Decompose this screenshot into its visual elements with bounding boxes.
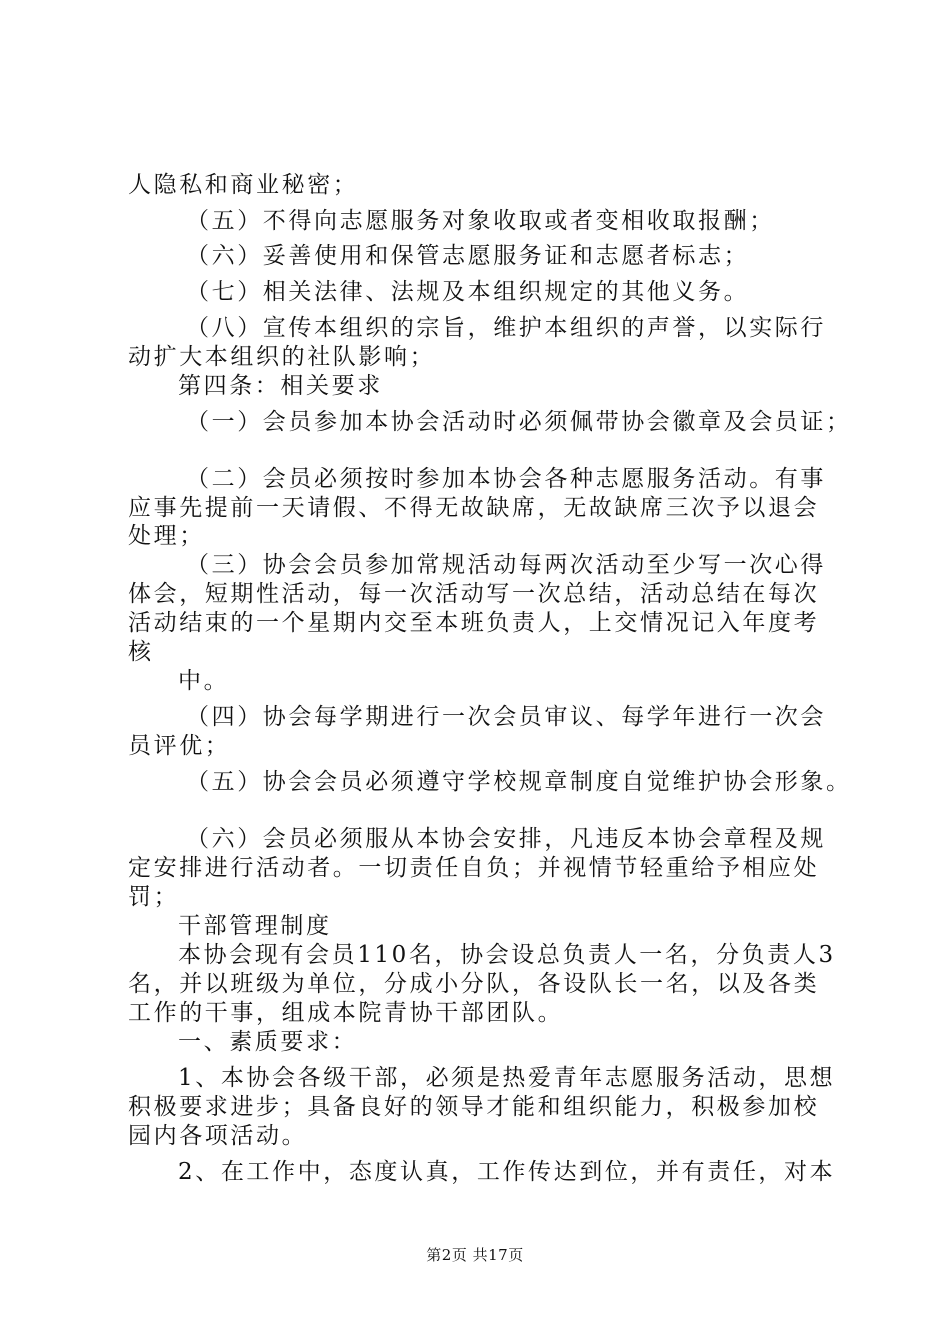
text-line: 园内各项活动。 — [128, 1123, 308, 1149]
text-line: （六）妥善使用和保管志愿服务证和志愿者标志； — [186, 243, 750, 269]
text-line: 干部管理制度 — [178, 913, 332, 939]
text-line: 员评优； — [128, 733, 231, 759]
text-line: 体会，短期性活动，每一次活动写一次总结，活动总结在每次 — [128, 581, 820, 607]
text-line: 核 — [128, 639, 154, 665]
text-line: 处理； — [128, 523, 205, 549]
text-line: 定安排进行活动者。一切责任自负；并视情节轻重给予相应处 — [128, 855, 820, 881]
text-line: 本协会现有会员110名，协会设总负责人一名，分负责人3 — [178, 942, 836, 968]
text-line: 2、在工作中，态度认真，工作传达到位，并有责任，对本 — [178, 1159, 836, 1185]
text-line: （一）会员参加本协会活动时必须佩带协会徽章及会员证； — [186, 409, 852, 435]
text-line: 一、素质要求： — [178, 1029, 358, 1055]
text-line: （七）相关法律、法规及本组织规定的其他义务。 — [186, 279, 750, 305]
page-footer: 第2页 共17页 — [426, 1246, 524, 1264]
text-line: （二）会员必须按时参加本协会各种志愿服务活动。有事 — [186, 466, 826, 492]
text-line: 应事先提前一天请假、不得无故缺席，无故缺席三次予以退会 — [128, 495, 820, 521]
text-line: （八）宣传本组织的宗旨，维护本组织的声誉，以实际行 — [186, 315, 826, 341]
text-line: 动扩大本组织的社队影响； — [128, 344, 436, 370]
text-line: 罚； — [128, 884, 180, 910]
text-line: 名，并以班级为单位，分成小分队，各设队长一名，以及各类 — [128, 971, 820, 997]
text-line: 积极要求进步；具备良好的领导才能和组织能力，积极参加校 — [128, 1094, 820, 1120]
text-line: 人隐私和商业秘密； — [128, 172, 359, 198]
text-line: 工作的干事，组成本院青协干部团队。 — [128, 1000, 564, 1026]
text-line: （六）会员必须服从本协会安排，凡违反本协会章程及规 — [186, 826, 826, 852]
text-line: （五）协会会员必须遵守学校规章制度自觉维护协会形象。 — [186, 769, 852, 795]
text-line: （五）不得向志愿服务对象收取或者变相收取报酬； — [186, 208, 775, 234]
text-line: 中。 — [178, 668, 230, 694]
text-line: （四）协会每学期进行一次会员审议、每学年进行一次会 — [186, 704, 826, 730]
text-line: （三）协会会员参加常规活动每两次活动至少写一次心得 — [186, 552, 826, 578]
text-line: 第四条：相关要求 — [178, 373, 383, 399]
text-line: 1、本协会各级干部，必须是热爱青年志愿服务活动，思想 — [178, 1065, 836, 1091]
text-line: 活动结束的一个星期内交至本班负责人，上交情况记入年度考 — [128, 610, 820, 636]
